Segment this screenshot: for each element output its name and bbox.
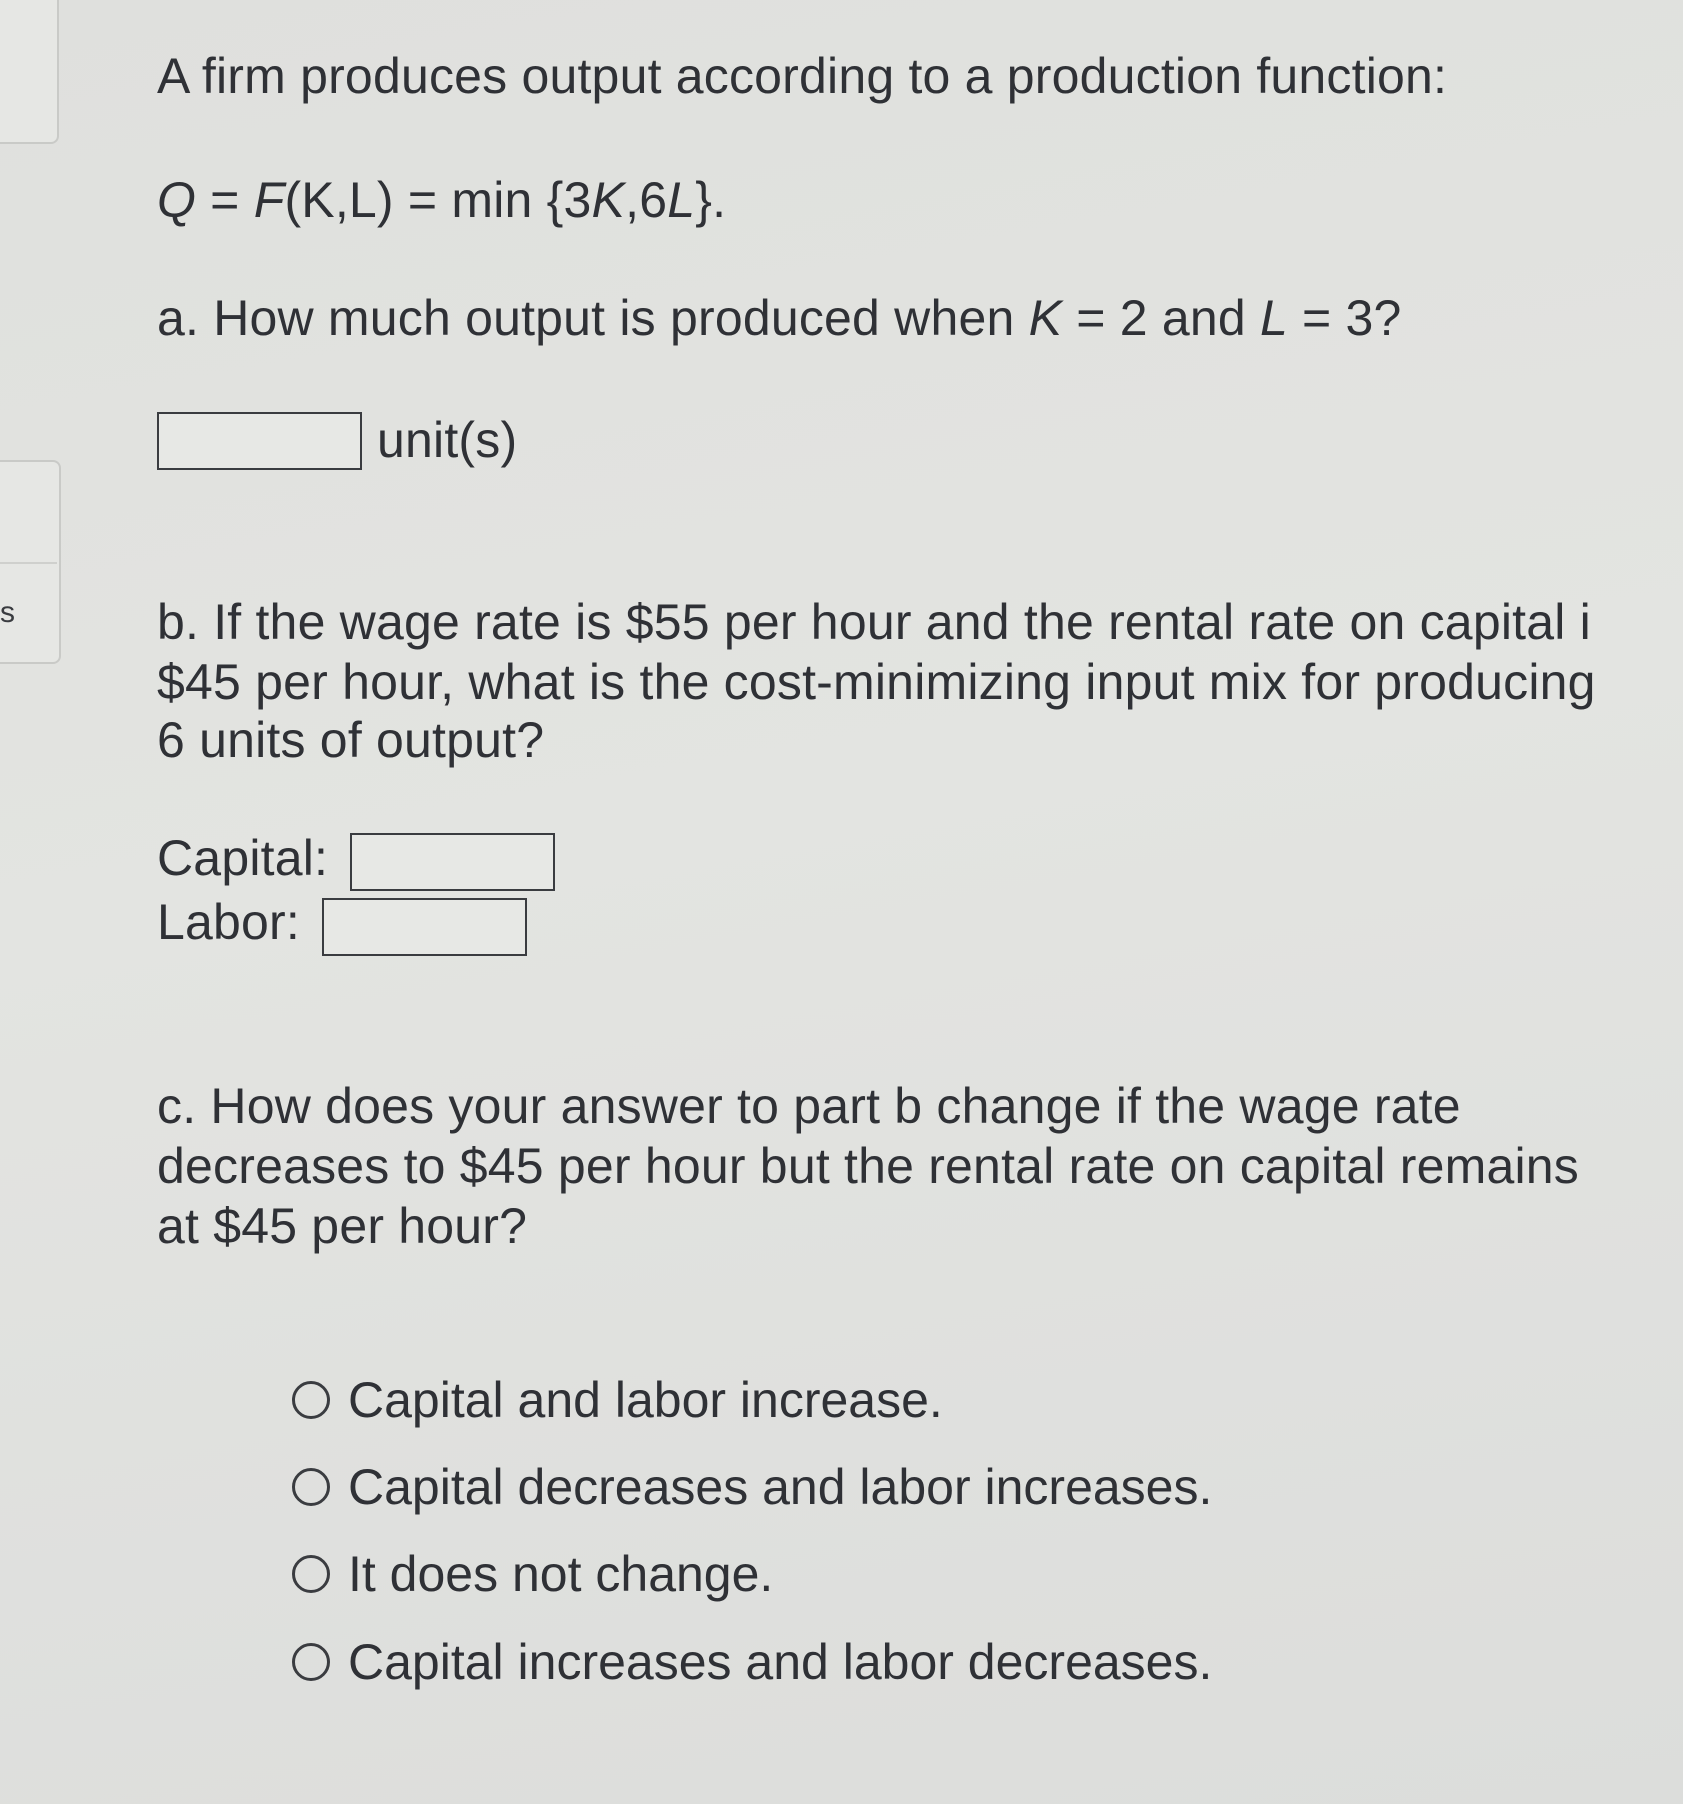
option-row-3[interactable] <box>292 1544 773 1604</box>
side-panel-divider <box>0 562 57 564</box>
option-label-2: Capital decreases and labor increases. <box>348 1459 1213 1515</box>
part-a-question <box>157 288 1402 348</box>
labor-input[interactable] <box>322 898 527 956</box>
formula-end: }. <box>695 172 727 228</box>
radio-circle-icon[interactable] <box>292 1381 330 1419</box>
formula-mid: ,6 <box>625 172 668 228</box>
option-row-1[interactable] <box>292 1370 943 1430</box>
formula-args: (K,L) <box>284 172 394 228</box>
part-c-line-3: at $45 per hour? <box>157 1198 528 1254</box>
option-label-3: It does not change. <box>348 1546 774 1602</box>
part-a-unit-label: unit(s) <box>377 412 518 468</box>
option-label-1: Capital and labor increase. <box>348 1372 943 1428</box>
capital-input[interactable] <box>350 833 555 891</box>
side-panel-letter: s <box>0 596 15 629</box>
formula-q: Q <box>157 172 197 228</box>
radio-circle-icon[interactable] <box>292 1468 330 1506</box>
capital-label: Capital: <box>157 830 329 886</box>
part-b-line-1: b. If the wage rate is $55 per hour and the rental rate on capital i <box>157 594 1591 650</box>
part-a-suffix: = 3? <box>1287 290 1402 346</box>
option-label-4: Capital increases and labor decreases. <box>348 1634 1213 1690</box>
radio-circle-icon[interactable] <box>292 1555 330 1593</box>
part-a-k: K <box>1028 290 1063 346</box>
option-row-2[interactable] <box>292 1457 1212 1517</box>
formula-l: L <box>667 172 696 228</box>
part-b-line-2: $45 per hour, what is the cost-minimizing input mix for producing <box>157 654 1596 710</box>
option-row-4[interactable] <box>292 1632 1212 1692</box>
formula-equals-1: = <box>196 172 254 228</box>
part-c-line-2: decreases to $45 per hour but the rental rate on capital remains <box>157 1138 1579 1194</box>
radio-circle-icon[interactable] <box>292 1643 330 1681</box>
formula-k: K <box>591 172 626 228</box>
part-a-middle: = 2 and <box>1062 290 1260 346</box>
part-b-line-3: 6 units of output? <box>157 712 545 768</box>
part-c-line-1: c. How does your answer to part b change if the wage rate <box>157 1078 1461 1134</box>
formula-equals-2: = min {3 <box>393 172 592 228</box>
part-a-prefix: a. How much output is produced when <box>157 290 1029 346</box>
part-a-answer-input[interactable] <box>157 412 362 470</box>
side-panel-top <box>0 0 59 144</box>
formula-f: F <box>253 172 285 228</box>
production-formula <box>157 170 726 230</box>
part-a-l: L <box>1259 290 1288 346</box>
labor-label: Labor: <box>157 894 300 950</box>
question-intro: A firm produces output according to a production function: <box>157 48 1448 104</box>
